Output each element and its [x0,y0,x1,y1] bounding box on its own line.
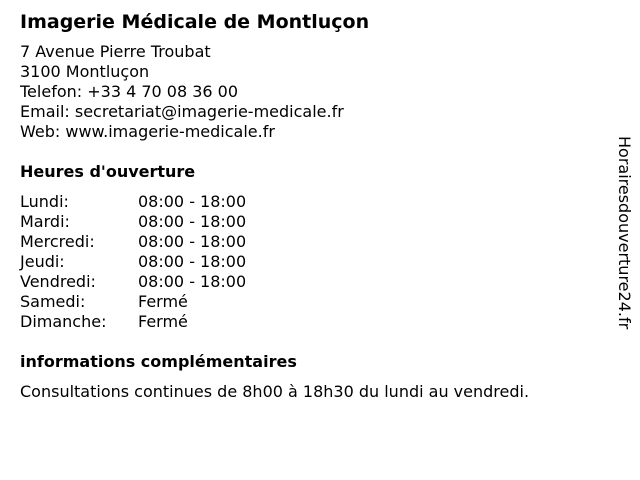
time-value: 08:00 - 18:00 [138,252,247,271]
day-label: Dimanche: [20,312,107,331]
day-label: Samedi: [20,292,86,311]
web-line: Web: www.imagerie-medicale.fr [20,122,275,141]
day-label: Jeudi: [20,252,65,271]
hours-row-sunday [20,312,600,332]
hours-row-thursday [20,252,600,272]
business-name: Imagerie Médicale de Montluçon [20,11,370,33]
address-city: 3100 Montluçon [20,62,150,81]
time-value: Fermé [138,292,188,311]
hours-row-monday [20,192,600,212]
phone-line: Telefon: +33 4 70 08 36 00 [20,82,239,101]
day-label: Vendredi: [20,272,96,291]
time-value: 08:00 - 18:00 [138,232,247,251]
info-text: Consultations continues de 8h00 à 18h30 du lundi au vendredi. [20,382,530,401]
brand-watermark: Horairesdouverture24.fr [615,136,634,330]
hours-table [20,192,600,332]
address-street: 7 Avenue Pierre Troubat [20,42,211,61]
day-label: Lundi: [20,192,69,211]
day-label: Mercredi: [20,232,95,251]
time-value: Fermé [138,312,188,331]
time-value: 08:00 - 18:00 [138,212,247,231]
hours-row-friday [20,272,600,292]
email-line: Email: secretariat@imagerie-medicale.fr [20,102,344,121]
info-title: informations complémentaires [20,352,297,371]
hours-row-tuesday [20,212,600,232]
business-card [20,10,600,402]
hours-title: Heures d'ouverture [20,162,196,181]
hours-row-wednesday [20,232,600,252]
hours-row-saturday [20,292,600,312]
time-value: 08:00 - 18:00 [138,272,247,291]
day-label: Mardi: [20,212,70,231]
time-value: 08:00 - 18:00 [138,192,247,211]
